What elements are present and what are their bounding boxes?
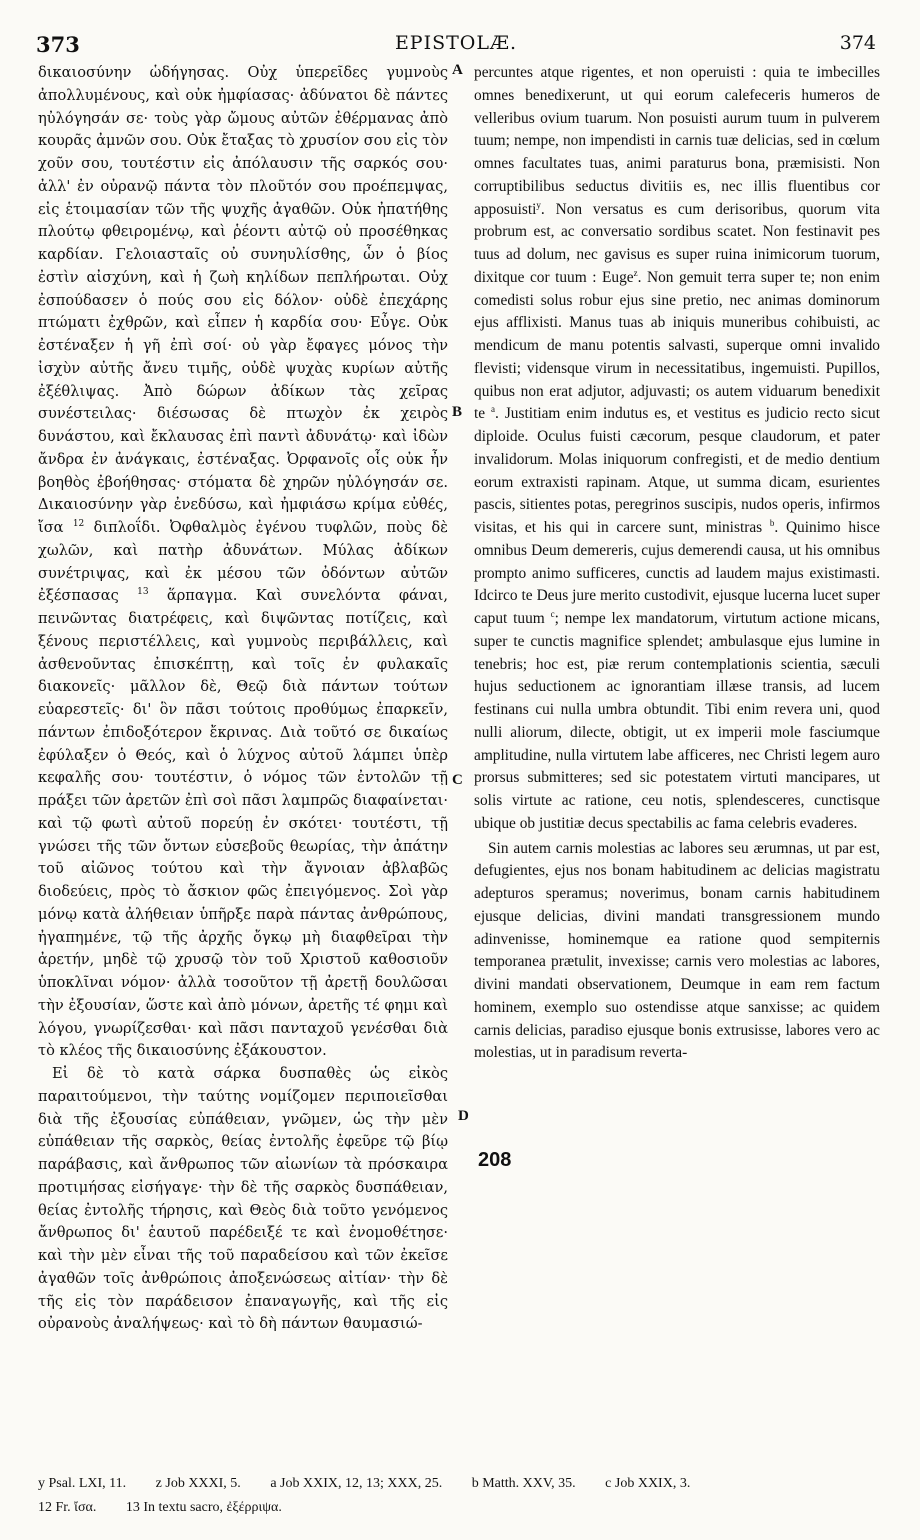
ref-a: a (491, 404, 496, 415)
margin-letter-c: C (452, 772, 463, 788)
page-number-left: 373 (36, 32, 80, 57)
ref-b: b (769, 517, 775, 528)
footnote: 12 Fr. ἴσα. (38, 1500, 97, 1515)
ref-z: z (633, 267, 638, 278)
latin-paragraph-2: Sin autem carnis molestias ac labores seu ærumnas, ut par est, defugientes, ejus nos bonam habitudinem ac delicias magistratu adepturos speramus; noverimus, bonam carnis habitudinem ejusque delicias, divini mandati transgressionem mundo adinvenisse, hominemque ea ratione quod sempiternis temporanea prætulit, invexisse; carnis vero molestias ac labores, divini mandati observationem, Deumque in eam rem factum hominem, exemplo suo ostendisse atque sanxisse; ac quidem carnis delicias, paradiso ejusque bonis extrusisse, labores vero ac molestias, ut in paradisum reverta- (474, 839, 880, 1062)
greek-column (38, 62, 448, 1336)
footnote-ref-12: 12 (72, 519, 85, 530)
footnotes (38, 1472, 880, 1520)
footnote: a Job XXIX, 12, 13; XXX, 25. (270, 1476, 443, 1491)
latin-column (474, 62, 880, 1065)
margin-letter-a: A (452, 62, 463, 78)
greek-paragraph-2: Εἰ δὲ τὸ κατὰ σάρκα δυσπαθὲς ὡς εἰκὸς παραιτούμενοι, τὴν ταύτης νομίζομεν περιποιεῖσθαι διὰ τῆς ἐξουσίας εὐπάθειαν, γνῶμεν, ὡς τὴν μὲν εὐπάθειαν τῆς σαρκὸς, θείας ἐντολῆς ἐφεῦρε τῷ βίῳ παράβασις, καὶ ἄνθρωπος τῶν αἰωνίων τὰ πρόσκαιρα προτιμήσας εἰσήγαγε· τὴν δὲ τῆς σαρκὸς δυσπάθειαν, θείας ἐντολῆς τήρησις, καὶ Θεὸς διὰ τοῦτο γενόμενος ἄνθρωπος δι' ἑαυτοῦ παρέδειξέ τε καὶ ἐνομοθέτησε· καὶ τὴν μὲν εἶναι τῆς τοῦ παραδείσου καὶ τῶν ἐκεῖσε ἀγαθῶν τοῖς ἀνθρώποις ἀποξενώσεως αἰτίαν· τὴν δὲ τῆς εἰς τὸν παράδεισον ἐπαναγωγῆς, καὶ τῆς εἰς οὐρανοὺς ἀναλήψεως· καὶ τὸ δὴ πάντων θαυμασιώ- (38, 1065, 448, 1333)
greek-paragraph-1: δικαιοσύνην ὡδήγησας. Οὐχ ὑπερεῖδες γυμνοὺς ἀπολλυμένους, καὶ οὐκ ἠμφίασας· ἀδύνατοι δὲ πάντες ηὐλόγησάν σε· τοὺς γὰρ ὤμους αὐτῶν ἐθέρμανας ἀπὸ κουρᾶς ἀμνῶν σου. Οὐκ ἔταξας τὸ χρυσίον σου εἰς τὸν χοῦν σου, τουτέστιν εἰς ἀπόλαυσιν τῆς σαρκός σου· ἀλλ' ἐν οὐρανῷ πάντα τὸν πλοῦτόν σου προέπεμψας, εἰς ἑτοιμασίαν τῶν τῆς ψυχῆς ἀγαθῶν. Οὐκ ἠπατήθης πλούτῳ φθειρομένῳ, καὶ ῥέοντι αὐτῷ οὐ προσέθηκας καρδίαν. Γελοιασταῖς οὐ συνηυλίσθης, ὧν ὁ βίος ἐστὶν αἰσχύνη, καὶ ἡ ζωὴ κηλίδων πεπλήρωται. Οὐχ ἐσπούδασεν ὁ πούς σου εἰς δόλον· οὐδὲ ἐπεχάρης πτώματι ἐχθρῶν, καὶ εἶπεν ἡ καρδία σου· Εὖγε. Οὐκ ἐστέναξεν ἡ γῆ ἐπὶ σοί· οὐ γὰρ ἔφαγες μόνος τὴν ἰσχὺν αὐτῆς ἄνευ τιμῆς, οὐδὲ ψυχὰς κυρίων αὐτῆς ἐξέθλιψας. Ἀπὸ δώρων ἀδίκων τὰς χεῖρας συνέστειλας· διέσωσας δὲ πτωχὸν ἐκ χειρὸς δυνάστου, καὶ ἔκλαυσας ἐπὶ παντὶ ἀδυνάτῳ· καὶ ἰδὼν ἄνδρα ἐν ἀνάγκαις, ἐστέναξας. Ὀρφανοῖς οἷς οὐκ ἦν βοηθὸς ἐβοήθησας· στόματα δὲ χηρῶν ηὐλόγησάν σε. Δικαιοσύνην γὰρ ἐνεδύσω, καὶ ἠμφιάσω κρίμα εὐθές, ἴσα $^{12}$ διπλοΐδι. Ὀφθαλμὸς ἐγένου τυφλῶν, ποὺς δὲ χωλῶν, καὶ πατὴρ ἀδυνάτων. Μύλας ἀδίκων συνέτριψας, καὶ ἐκ μέσου τῶν ὀδόντων αὐτῶν ἐξέσπασας $^{13}$ ἅρπαγμα. Καὶ συνελόντα φάναι, πεινῶντας διατρέφεις, καὶ διψῶντας ποτίζεις, καὶ ξένους περιστέλλεις, καὶ γυμνοὺς περιβάλλεις, καὶ ἀσθενοῦντας ἐπισκέπτῃ, καὶ τοῖς ἐν φυλακαῖς διακονεῖς· μᾶλλον δὲ, Θεῷ διὰ πάντων τούτων εὐαρεστεῖς· δι' ὃν πᾶσι τούτοις προθύμως ἐπαρκεῖν, πάντων ἐπιδοξότερον ἔκρινας. Διὰ τοῦτό σε δικαίως ἐφύλαξεν ὁ Θεός, καὶ ὁ λύχνος αὐτοῦ λάμπει ὑπὲρ κεφαλῆς σου· τουτέστιν, ὁ νόμος τῶν ἐντολῶν τῇ πράξει τῶν ἀρετῶν ἐπὶ σοὶ πᾶσι λαμπρῶς διαφαίνεται· καὶ τῷ φωτὶ αὐτοῦ πορεύῃ ἐν σκότει· τουτέστι, τῇ γνώσει τῆς τῶν ὄντων εὐσεβοῦς θεωρίας, τὴν ἀπάτην τοῦ αἰῶνος τούτου καὶ τὴν ἄγνοιαν ἀβλαβῶς διοδεύεις, πρὸς τὸ ἄσκιον φῶς ἐπειγόμενος. Σοὶ γὰρ μόνῳ κατὰ ἀλήθειαν ὑπῆρξε παρὰ πάντας ἀνθρώπους, ἠγαπημένε, τῷ τῆς ἀρχῆς ὄγκῳ μὴ διαφθεῖραι τὴν ἀρετήν, μηδὲ τῷ χρυσῷ τὸν τοῦ Χριστοῦ καθοσιοῦν ὑποκλῖναι νόμον· ἀλλὰ τοσοῦτον τῇ ἀρετῇ δουλῶσαι τὴν ἐξουσίαν, ὥστε καὶ ἀπὸ μόνων, ἀρετῆς τέ φημι καὶ λόγου, γνωρίζεσθαι· καὶ πᾶσι πανταχοῦ γενέσθαι διὰ τὸ κλέος τῆς δικαιοσύνης ἐξάκουστον. (38, 64, 449, 1060)
footnote: z Job XXXI, 5. (155, 1476, 241, 1491)
footnote: b Matth. XXV, 35. (471, 1476, 576, 1491)
footnote: 13 In textu sacro, ἐξέρριψα. (125, 1500, 282, 1515)
running-title: EPISTOLÆ. (394, 32, 518, 54)
margin-letter-b: B (452, 404, 463, 420)
ref-c: c (550, 608, 555, 619)
page-header (36, 32, 876, 56)
footnote: c Job XXIX, 3. (605, 1476, 691, 1491)
margin-letter-d: D (458, 1108, 469, 1124)
ref-y: y (536, 199, 541, 210)
footnote-ref-13: 13 (137, 587, 149, 598)
marginal-column-number: 208 (478, 1149, 512, 1171)
page-number-right: 374 (839, 32, 876, 54)
footnote-line-1 (38, 1472, 880, 1496)
footnote-line-2 (38, 1496, 880, 1520)
footnote: y Psal. LXI, 11. (38, 1476, 127, 1491)
latin-paragraph-1: percuntes atque rigentes, et non operuisti : quia te imbecilles omnes benedixerunt, ut qui eorum calefeceris humeros de velleribus ovium tuarum. Non posuisti aurum tuum in pulverem tuum; nempe, non impendisti in carnis tuæ delicias, sed in cœlum omnes facultates tuas, animi paraturus bona, præmisisti. Non corruptibilibus seductus divitiis es, nec illis fluentibus cor apposuisti$^y$. Non versatus es cum derisoribus, quorum vita probrum est, ac conversatio sordibus scatet. Non festinavit pes tuus ad dolum, nec gavisus es super ruina inimicorum tuorum, dixitque cor tuum : Euge$^z$. Non gemuit terra super te; non enim comedisti solus robur ejus sine pretio, nec animas dominorum ejus afflixisti. Manus tuas ab iniquis muneribus cohibuisti, ac mendicum de manu potentis salvasti, superque omni invalido flevisti; vidensque virum in necessitatibus, ingemuisti. Pupillos, quibus non erat adjutor, adjuvasti; os autem viduarum benedixit te $^a$. Justitiam enim indutus es, et vestitus es judicio recto sicut diploide. Oculus fuisti cæcorum, pesque claudorum, et pater invalidorum. Molas iniquorum confregisti, et de medio dentium eorum extraxisti rapinam. Atque, ut summa dicam, esurientes pascis, sitientes potas, peregrinos suscipis, nudos operis, infirmos visitas, et his qui in carcere sunt, ministras $^b$. Quinimo hisce omnibus Deum demereris, cujus demerendi causa, ut his omnibus prompto animo sufficeres, cunctis ad laudem majus existimasti. Idcirco te Deus jure merito custodivit, ejusque lucerna lucet super caput tuum $^c$; nempe lex mandatorum, virtutum actione micans, super te cunctis magnifice splendet; ambulasque ejus lumine in tenebris; hoc est, piæ rerum contemplationis scientia, sæculi hujus seductionem ac ignorantiam illæse transis, ad lucem festinans cui nulla umbra obtundit. Tibi enim revera uni, quod nulli aliorum, dilecte, obtigit, ut ex imperii mole fasciumque amplitudine, nulla virtutem labe afficeres, nec Christi legem auro prorsus submitteres; sed sic potestatem virtuti mancipares, ut solis virtute ac ratione, ceu notis, splendesceres, cunctisque ubique ob justitiæ decus spectabilis ac fama celebris evaderes. (474, 64, 880, 832)
